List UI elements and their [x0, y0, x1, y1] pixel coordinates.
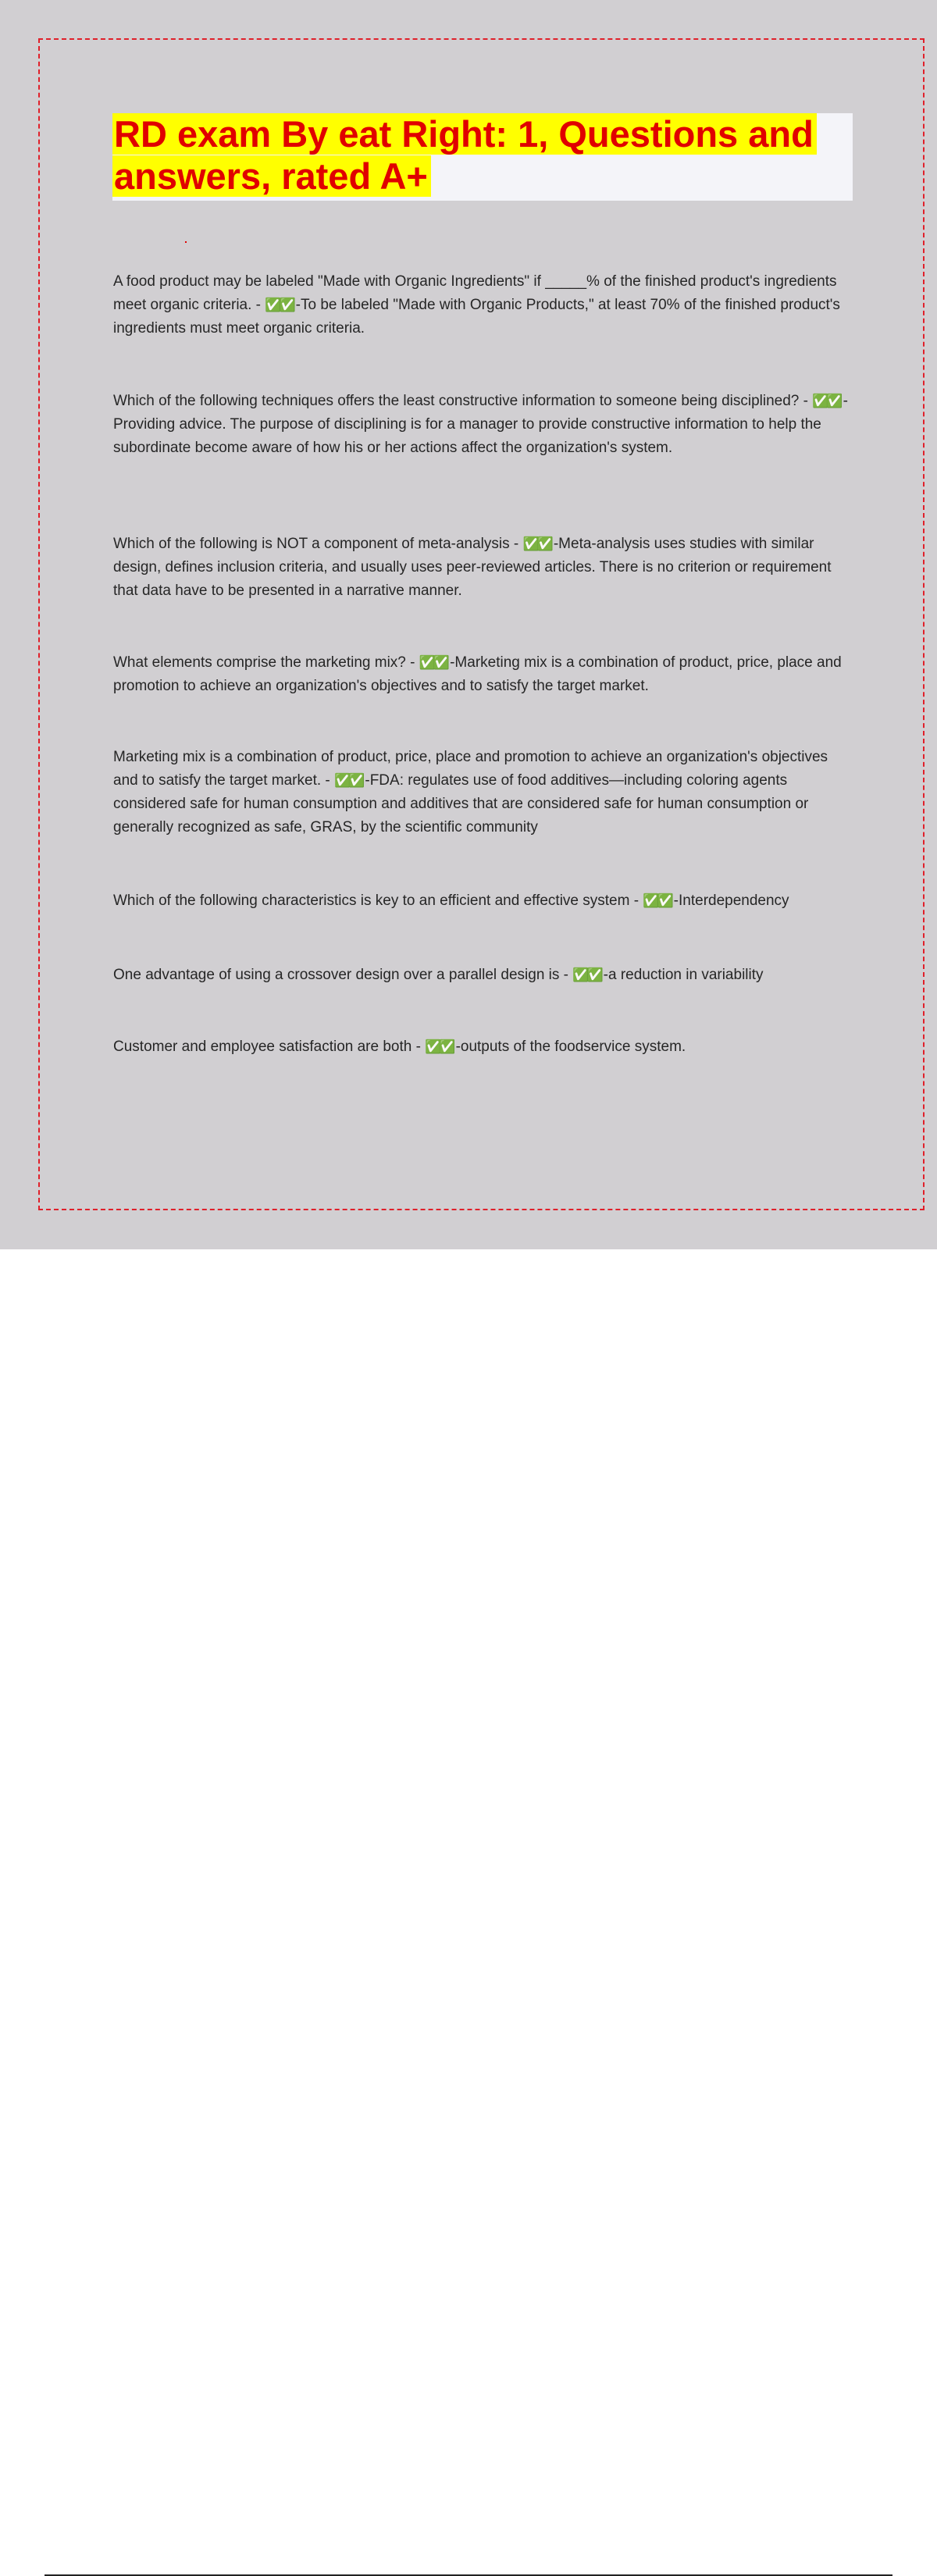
qa-item [113, 533, 855, 603]
qa-item [113, 746, 855, 839]
double-check-icon: ✅✅ [425, 1039, 454, 1055]
answer-text: -a reduction in variability [603, 967, 764, 983]
qa-item [113, 390, 855, 460]
answer-text: -Marketing mix is a combination of product, price, place and promotion to achieve an organization's objectives and to satisfy the target market. [113, 654, 842, 694]
document-title [112, 113, 853, 198]
question-text: Which of the following techniques offers the least constructive information to someone being disciplined? - [113, 393, 808, 409]
answer-text: -Interdependency [673, 893, 789, 909]
title-highlight: RD exam By eat Right: 1, Questions and answers, rated A+ [112, 113, 817, 197]
qa-item [113, 270, 855, 340]
double-check-icon: ✅✅ [812, 394, 841, 409]
answer-text: -outputs of the foodservice system. [455, 1039, 686, 1055]
title-block [112, 113, 853, 201]
question-text: One advantage of using a crossover design over a parallel design is - [113, 967, 569, 983]
answer-text: -To be labeled "Made with Organic Products," at least 70% of the finished product's ingredients must meet organic criteria. [113, 297, 840, 337]
document-page [0, 0, 937, 1249]
qa-item [113, 1035, 855, 1059]
answer-text: -Meta-analysis uses studies with similar design, defines inclusion criteria, and usually uses peer-reviewed articles. There is no criterion or requirement that data have to be presented in a narrative manner. [113, 536, 832, 599]
qa-item [113, 964, 855, 987]
page-footer-area [0, 1249, 937, 1327]
question-text: A food product may be labeled "Made with Organic Ingredients" if _____% of the finished product's ingredients meet organic criteria. - [113, 273, 837, 313]
double-check-icon: ✅✅ [419, 655, 448, 671]
question-text: Customer and employee satisfaction are both - [113, 1039, 421, 1055]
double-check-icon: ✅✅ [265, 298, 294, 313]
question-text: Which of the following is NOT a component of meta-analysis - [113, 536, 519, 552]
answer-text: -FDA: regulates use of food additives—including coloring agents considered safe for human consumption and additives that are considered safe for human consumption or generally recognized as safe, GRAS, by the scientific community [113, 772, 809, 836]
double-check-icon: ✅✅ [522, 536, 551, 552]
qa-item [113, 651, 855, 698]
double-check-icon: ✅✅ [334, 773, 363, 789]
qa-item [113, 889, 855, 913]
question-text: What elements comprise the marketing mix? - [113, 654, 415, 671]
question-text: Which of the following characteristics is key to an efficient and effective system - [113, 893, 640, 909]
stray-mark [185, 241, 187, 243]
question-text: Marketing mix is a combination of product, price, place and promotion to achieve an organization's objectives and to satisfy the target market. - [113, 749, 828, 789]
answer-text: -Providing advice. The purpose of disciplining is for a manager to provide constructive information to help the subordinate become aware of how his or her actions affect the organization's system. [113, 393, 848, 456]
double-check-icon: ✅✅ [643, 893, 672, 909]
page-border-frame [38, 38, 925, 1210]
double-check-icon: ✅✅ [572, 967, 601, 983]
